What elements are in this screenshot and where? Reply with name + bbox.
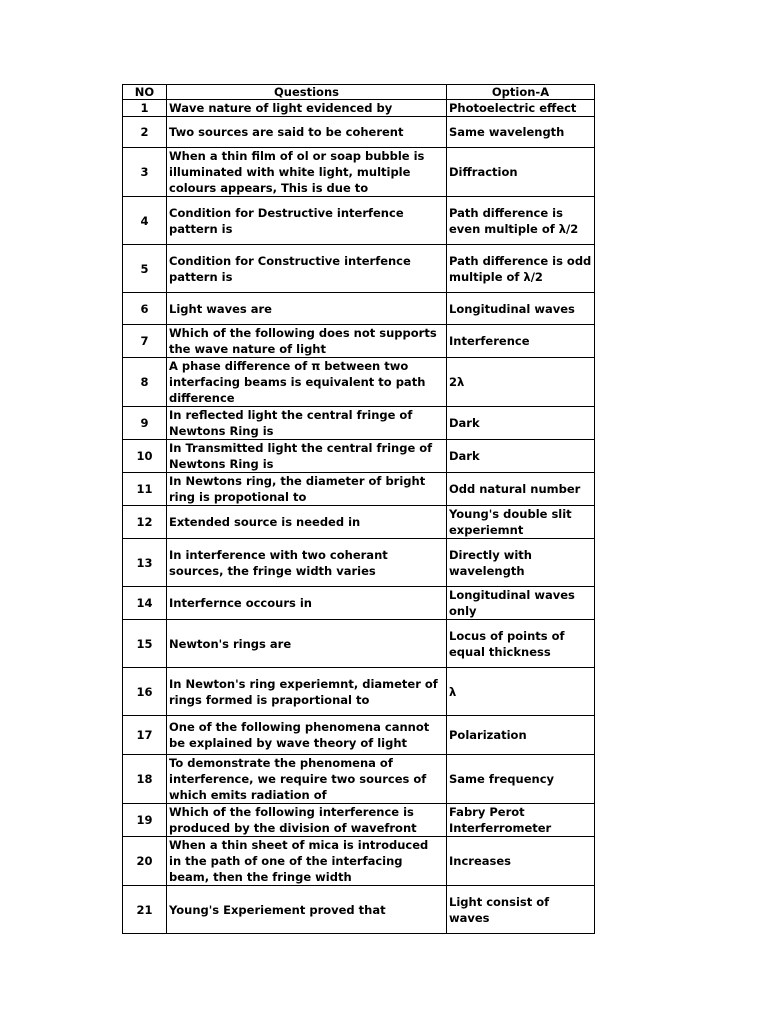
row-option-a: Longitudinal waves <box>447 293 595 325</box>
row-number: 15 <box>123 620 167 668</box>
row-number: 18 <box>123 755 167 804</box>
row-option-a: Diffraction <box>447 148 595 197</box>
row-number: 9 <box>123 407 167 440</box>
row-question: In Newtons ring, the diameter of bright ring is propotional to <box>167 473 447 506</box>
row-number: 11 <box>123 473 167 506</box>
row-option-a: Longitudinal waves only <box>447 587 595 620</box>
row-option-a: Dark <box>447 440 595 473</box>
row-option-a: Directly with wavelength <box>447 539 595 587</box>
row-number: 10 <box>123 440 167 473</box>
row-question: Two sources are said to be coherent <box>167 117 447 148</box>
row-number: 7 <box>123 325 167 358</box>
row-number: 4 <box>123 197 167 245</box>
table-row <box>123 473 595 506</box>
row-number: 19 <box>123 804 167 837</box>
table-row <box>123 755 595 804</box>
table-row <box>123 539 595 587</box>
row-option-a: Path difference is even multiple of λ/2 <box>447 197 595 245</box>
table-row <box>123 440 595 473</box>
row-question: Interfernce occours in <box>167 587 447 620</box>
questions-table <box>122 84 595 934</box>
row-question: When a thin film of ol or soap bubble is illuminated with white light, multiple colours appears, This is due to <box>167 148 447 197</box>
row-number: 16 <box>123 668 167 716</box>
table-header-row <box>123 85 595 100</box>
row-option-a: Polarization <box>447 716 595 755</box>
table-row <box>123 407 595 440</box>
row-number: 17 <box>123 716 167 755</box>
row-number: 8 <box>123 358 167 407</box>
row-question: Light waves are <box>167 293 447 325</box>
row-number: 12 <box>123 506 167 539</box>
row-number: 1 <box>123 100 167 117</box>
row-question: A phase difference of π between two interfacing beams is equivalent to path difference <box>167 358 447 407</box>
row-question: In Newton's ring experiemnt, diameter of rings formed is praportional to <box>167 668 447 716</box>
header-questions: Questions <box>167 85 447 100</box>
row-question: Extended source is needed in <box>167 506 447 539</box>
header-no: NO <box>123 85 167 100</box>
table-row <box>123 325 595 358</box>
table-row <box>123 804 595 837</box>
row-question: One of the following phenomena cannot be explained by wave theory of light <box>167 716 447 755</box>
row-question: In reflected light the central fringe of Newtons Ring is <box>167 407 447 440</box>
row-question: When a thin sheet of mica is introduced in the path of one of the interfacing beam, then the fringe width <box>167 837 447 886</box>
table-row <box>123 358 595 407</box>
table-row <box>123 197 595 245</box>
table-row <box>123 668 595 716</box>
table-row <box>123 587 595 620</box>
table-row <box>123 100 595 117</box>
row-question: Wave nature of light evidenced by <box>167 100 447 117</box>
row-question: In interference with two coherant sources, the fringe width varies <box>167 539 447 587</box>
row-option-a: Same frequency <box>447 755 595 804</box>
row-number: 21 <box>123 886 167 934</box>
row-question: To demonstrate the phenomena of interference, we require two sources of which emits radiation of <box>167 755 447 804</box>
table-row <box>123 117 595 148</box>
row-option-a: Increases <box>447 837 595 886</box>
row-option-a: λ <box>447 668 595 716</box>
row-option-a: Young's double slit experiemnt <box>447 506 595 539</box>
row-question: Newton's rings are <box>167 620 447 668</box>
row-option-a: Locus of points of equal thickness <box>447 620 595 668</box>
table-row <box>123 293 595 325</box>
row-option-a: Light consist of waves <box>447 886 595 934</box>
row-number: 13 <box>123 539 167 587</box>
row-option-a: Odd natural number <box>447 473 595 506</box>
row-number: 6 <box>123 293 167 325</box>
question-sheet <box>122 84 594 934</box>
table-row <box>123 886 595 934</box>
row-option-a: 2λ <box>447 358 595 407</box>
row-option-a: Same wavelength <box>447 117 595 148</box>
row-number: 14 <box>123 587 167 620</box>
row-option-a: Path difference is odd multiple of λ/2 <box>447 245 595 293</box>
row-number: 2 <box>123 117 167 148</box>
row-question: Condition for Constructive interfence pattern is <box>167 245 447 293</box>
row-number: 20 <box>123 837 167 886</box>
row-number: 3 <box>123 148 167 197</box>
header-option-a: Option-A <box>447 85 595 100</box>
table-row <box>123 837 595 886</box>
table-row <box>123 620 595 668</box>
table-row <box>123 716 595 755</box>
row-question: Which of the following interference is produced by the division of wavefront <box>167 804 447 837</box>
row-option-a: Interference <box>447 325 595 358</box>
row-option-a: Fabry Perot Interferrometer <box>447 804 595 837</box>
row-question: Which of the following does not supports the wave nature of light <box>167 325 447 358</box>
row-number: 5 <box>123 245 167 293</box>
row-question: In Transmitted light the central fringe of Newtons Ring is <box>167 440 447 473</box>
table-row <box>123 506 595 539</box>
table-row <box>123 245 595 293</box>
row-question: Condition for Destructive interfence pattern is <box>167 197 447 245</box>
row-option-a: Photoelectric effect <box>447 100 595 117</box>
table-row <box>123 148 595 197</box>
row-option-a: Dark <box>447 407 595 440</box>
row-question: Young's Experiement proved that <box>167 886 447 934</box>
